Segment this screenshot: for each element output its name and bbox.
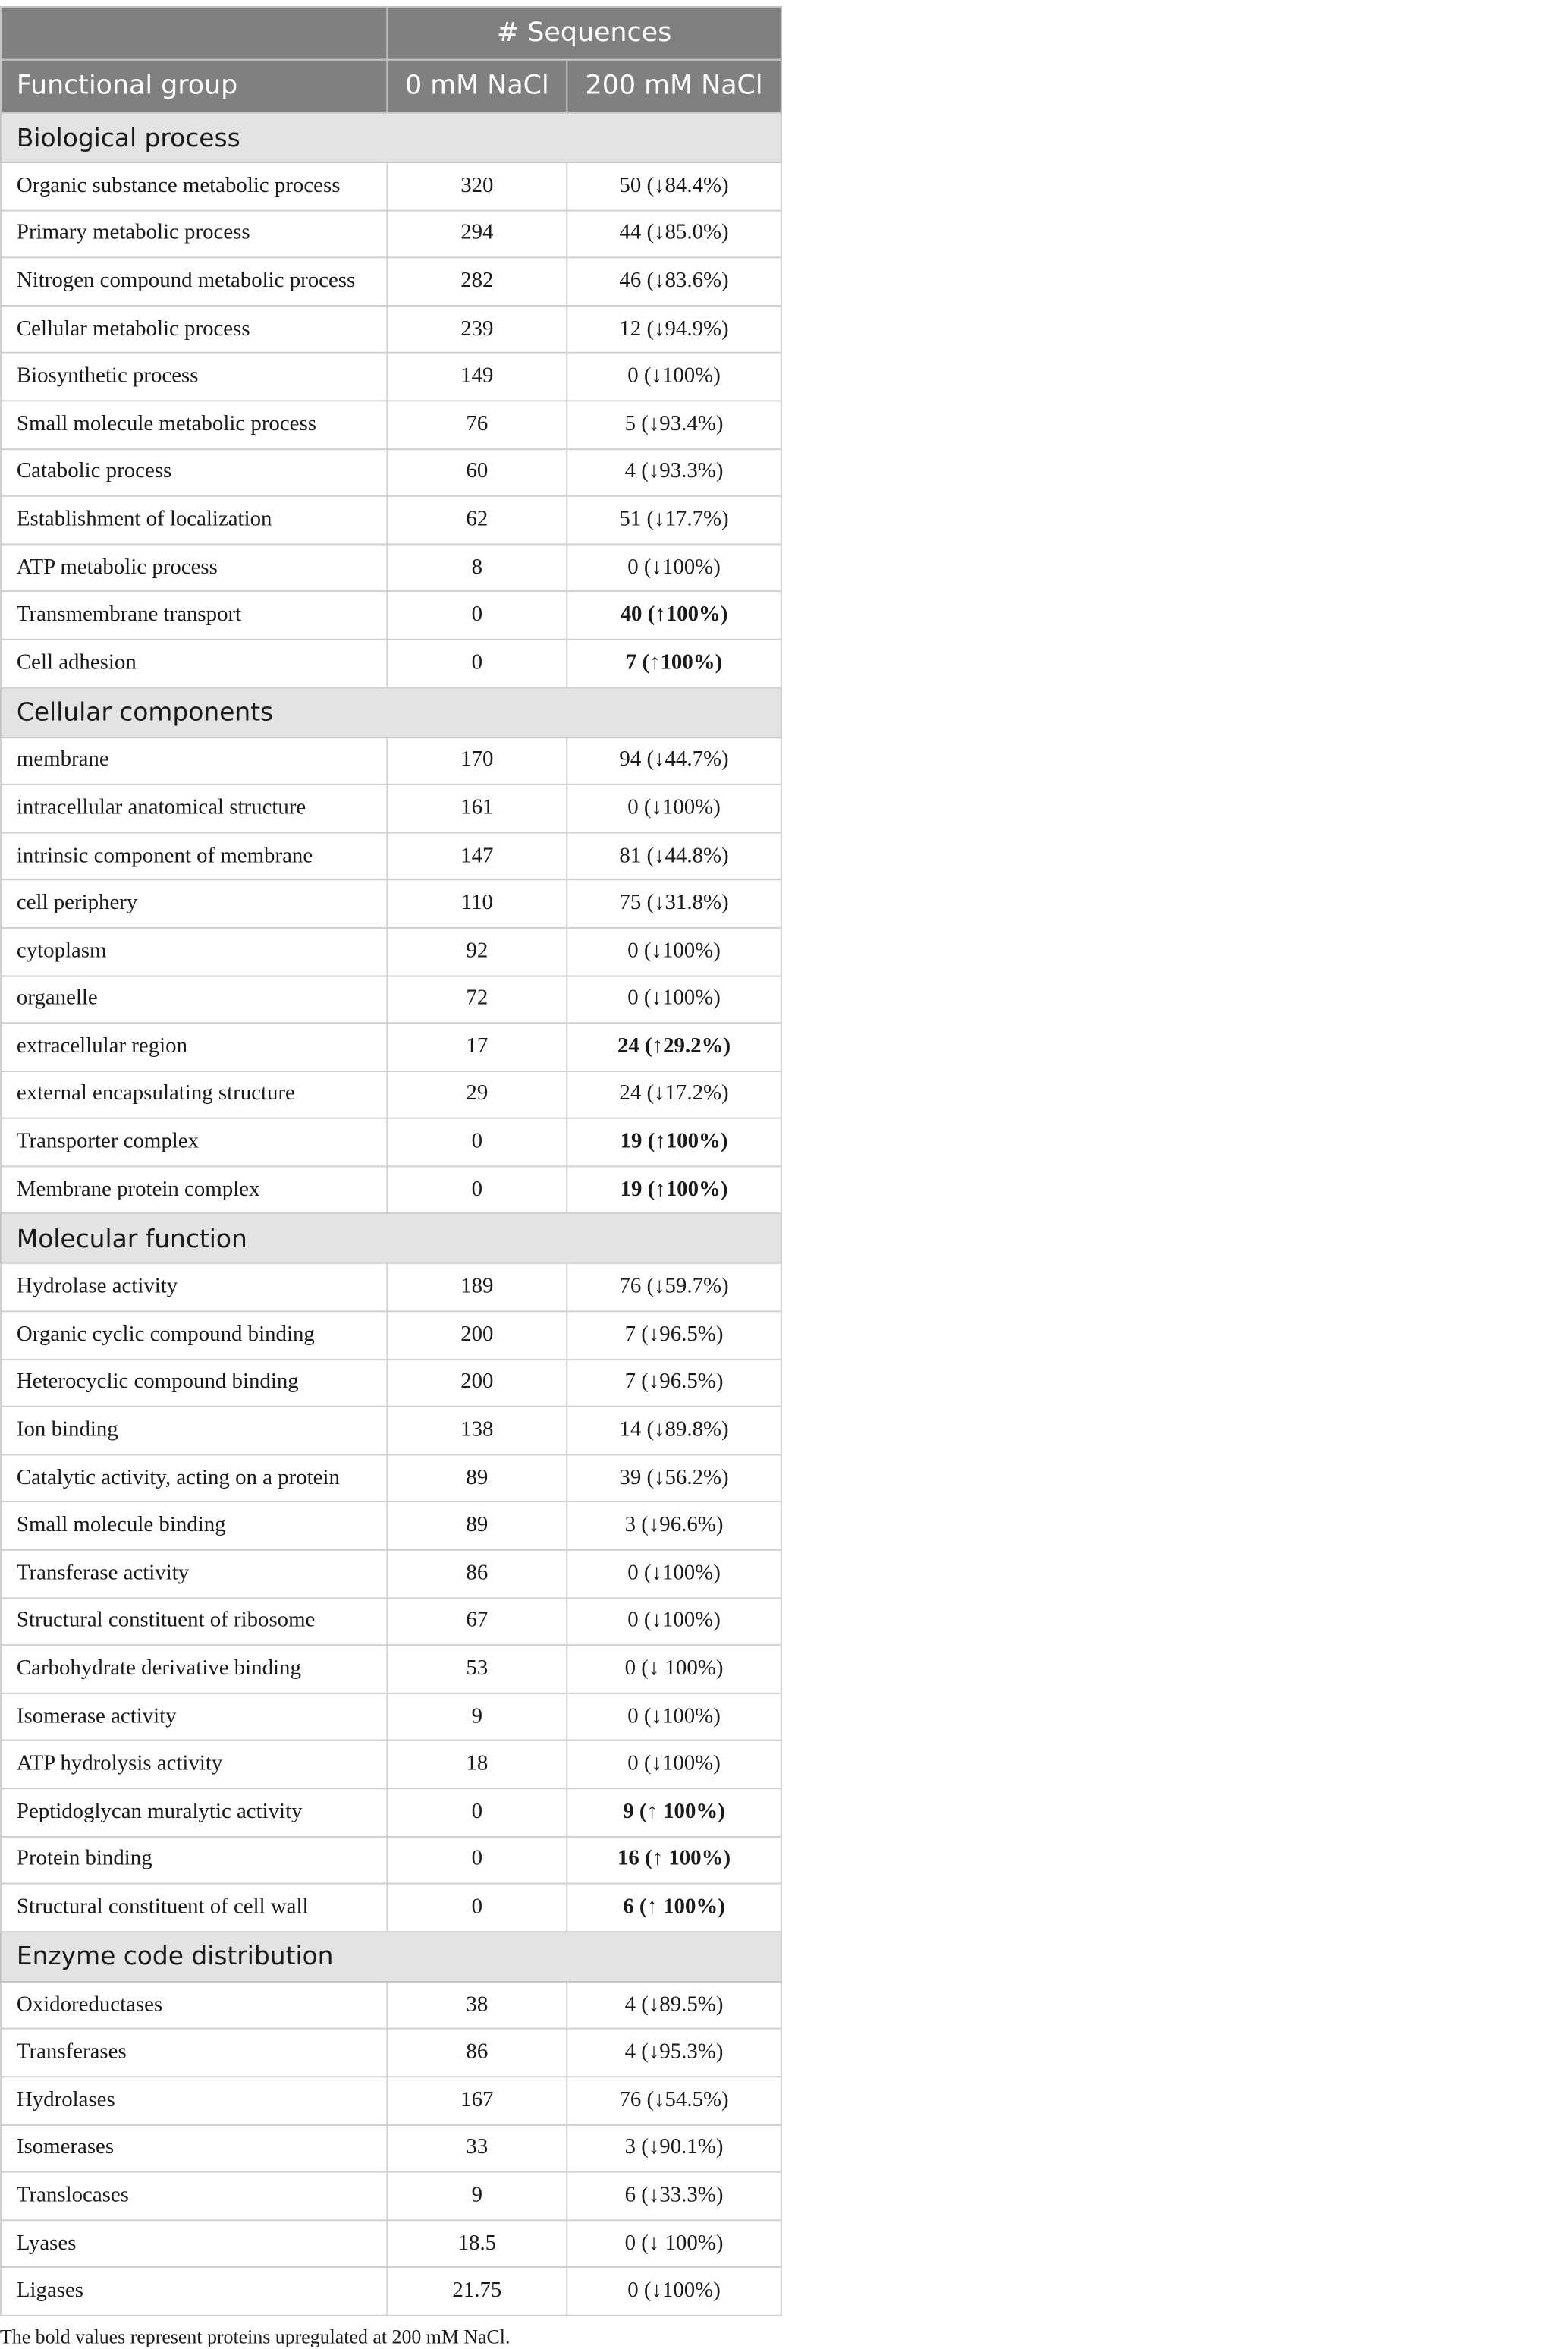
row-value-0mm: 18 [387, 1741, 567, 1788]
table-row [1, 496, 781, 544]
row-value-0mm: 62 [387, 496, 567, 544]
row-functional-group: Oxidoreductases [1, 1981, 387, 2029]
row-value-200mm: 44 (↓85.0%) [567, 210, 781, 258]
row-value-200mm: 75 (↓31.8%) [567, 880, 781, 928]
row-value-0mm: 9 [387, 2172, 567, 2220]
header-0mm-nacl: 0 mM NaCl [387, 60, 567, 113]
row-value-0mm: 149 [387, 353, 567, 401]
table-row [1, 1550, 781, 1598]
row-value-200mm: 16 (↑ 100%) [567, 1836, 781, 1884]
table-row [1, 210, 781, 258]
table-row [1, 353, 781, 401]
row-value-200mm: 0 (↓100%) [567, 1741, 781, 1788]
row-functional-group: Translocases [1, 2172, 387, 2220]
table-row [1, 880, 781, 928]
functional-group-table [0, 6, 782, 2316]
row-value-0mm: 9 [387, 1693, 567, 1741]
table-row [1, 1118, 781, 1166]
table-row [1, 976, 781, 1024]
row-value-200mm: 0 (↓100%) [567, 1550, 781, 1598]
row-value-200mm: 0 (↓ 100%) [567, 2220, 781, 2268]
row-value-200mm: 39 (↓56.2%) [567, 1454, 781, 1502]
row-functional-group: Cellular metabolic process [1, 306, 387, 354]
row-value-0mm: 0 [387, 640, 567, 687]
row-value-200mm: 4 (↓89.5%) [567, 1981, 781, 2029]
row-value-0mm: 189 [387, 1264, 567, 1312]
row-value-0mm: 110 [387, 880, 567, 928]
row-value-200mm: 50 (↓84.4%) [567, 162, 781, 210]
table-container [0, 6, 1510, 2349]
row-functional-group: Cell adhesion [1, 640, 387, 687]
row-value-0mm: 170 [387, 737, 567, 785]
row-value-200mm: 3 (↓90.1%) [567, 2124, 781, 2172]
row-value-0mm: 282 [387, 258, 567, 306]
row-value-0mm: 161 [387, 785, 567, 832]
section-header-row [1, 1214, 781, 1264]
row-value-200mm: 46 (↓83.6%) [567, 258, 781, 306]
table-row [1, 785, 781, 832]
row-value-0mm: 0 [387, 1166, 567, 1214]
row-value-0mm: 72 [387, 976, 567, 1024]
row-value-200mm: 0 (↓100%) [567, 2268, 781, 2316]
row-value-0mm: 53 [387, 1646, 567, 1693]
row-value-200mm: 4 (↓95.3%) [567, 2029, 781, 2077]
row-functional-group: Transferase activity [1, 1550, 387, 1598]
section-title: Molecular function [1, 1214, 781, 1264]
row-functional-group: Membrane protein complex [1, 1166, 387, 1214]
row-functional-group: ATP hydrolysis activity [1, 1741, 387, 1788]
row-value-200mm: 0 (↓100%) [567, 353, 781, 401]
row-value-200mm: 0 (↓ 100%) [567, 1646, 781, 1693]
table-row [1, 1502, 781, 1550]
table-footnote: The bold values represent proteins upregulated at 200 mM NaCl. [0, 2325, 511, 2348]
row-functional-group: Hydrolase activity [1, 1264, 387, 1312]
table-row [1, 737, 781, 785]
row-functional-group: extracellular region [1, 1023, 387, 1071]
section-title: Enzyme code distribution [1, 1932, 781, 1982]
row-functional-group: external encapsulating structure [1, 1071, 387, 1118]
table-row [1, 928, 781, 976]
table-row [1, 1264, 781, 1312]
row-value-0mm: 320 [387, 162, 567, 210]
row-functional-group: cytoplasm [1, 928, 387, 976]
table-row [1, 1741, 781, 1788]
table-row [1, 2077, 781, 2124]
table-row [1, 1023, 781, 1071]
row-value-200mm: 0 (↓100%) [567, 785, 781, 832]
row-value-0mm: 200 [387, 1311, 567, 1359]
row-functional-group: Ligases [1, 2268, 387, 2316]
row-functional-group: Small molecule metabolic process [1, 401, 387, 448]
row-functional-group: Catabolic process [1, 448, 387, 496]
row-value-0mm: 33 [387, 2124, 567, 2172]
table-row [1, 1646, 781, 1693]
row-functional-group: Isomerase activity [1, 1693, 387, 1741]
row-value-0mm: 0 [387, 1884, 567, 1932]
table-row [1, 1981, 781, 2029]
row-value-200mm: 9 (↑ 100%) [567, 1788, 781, 1836]
row-functional-group: ATP metabolic process [1, 544, 387, 592]
table-row [1, 1836, 781, 1884]
header-sequences: # Sequences [387, 7, 781, 60]
row-functional-group: organelle [1, 976, 387, 1024]
row-value-200mm: 81 (↓44.8%) [567, 832, 781, 880]
row-value-200mm: 0 (↓100%) [567, 928, 781, 976]
row-functional-group: membrane [1, 737, 387, 785]
row-functional-group: Organic cyclic compound binding [1, 1311, 387, 1359]
table-body [1, 112, 781, 2315]
row-value-200mm: 24 (↓17.2%) [567, 1071, 781, 1118]
row-value-0mm: 17 [387, 1023, 567, 1071]
row-functional-group: Carbohydrate derivative binding [1, 1646, 387, 1693]
row-value-200mm: 76 (↓54.5%) [567, 2077, 781, 2124]
row-functional-group: Structural constituent of ribosome [1, 1598, 387, 1646]
table-row [1, 306, 781, 354]
row-value-200mm: 24 (↑29.2%) [567, 1023, 781, 1071]
row-functional-group: Lyases [1, 2220, 387, 2268]
row-functional-group: intracellular anatomical structure [1, 785, 387, 832]
row-value-0mm: 86 [387, 2029, 567, 2077]
row-value-0mm: 76 [387, 401, 567, 448]
section-header-row [1, 112, 781, 162]
header-empty-cell [1, 7, 387, 60]
header-columns-row [1, 60, 781, 113]
row-functional-group: Transporter complex [1, 1118, 387, 1166]
row-functional-group: Isomerases [1, 2124, 387, 2172]
row-value-200mm: 3 (↓96.6%) [567, 1502, 781, 1550]
table-row [1, 1359, 781, 1407]
row-value-200mm: 4 (↓93.3%) [567, 448, 781, 496]
table-row [1, 401, 781, 448]
section-title: Cellular components [1, 687, 781, 737]
table-row [1, 1166, 781, 1214]
row-value-200mm: 0 (↓100%) [567, 976, 781, 1024]
table-row [1, 2172, 781, 2220]
row-value-0mm: 138 [387, 1407, 567, 1454]
table-row [1, 2220, 781, 2268]
row-functional-group: Protein binding [1, 1836, 387, 1884]
row-value-200mm: 40 (↑100%) [567, 592, 781, 640]
table-row [1, 1598, 781, 1646]
row-functional-group: Primary metabolic process [1, 210, 387, 258]
row-value-200mm: 7 (↑100%) [567, 640, 781, 687]
table-row [1, 1693, 781, 1741]
row-functional-group: Ion binding [1, 1407, 387, 1454]
row-value-0mm: 89 [387, 1454, 567, 1502]
row-functional-group: Peptidoglycan muralytic activity [1, 1788, 387, 1836]
row-functional-group: Organic substance metabolic process [1, 162, 387, 210]
table-row [1, 1311, 781, 1359]
row-functional-group: Catalytic activity, acting on a protein [1, 1454, 387, 1502]
table-row [1, 1884, 781, 1932]
row-functional-group: Nitrogen compound metabolic process [1, 258, 387, 306]
row-functional-group: Establishment of localization [1, 496, 387, 544]
row-value-0mm: 0 [387, 1788, 567, 1836]
table-row [1, 258, 781, 306]
table-row [1, 640, 781, 687]
row-value-200mm: 14 (↓89.8%) [567, 1407, 781, 1454]
table-row [1, 544, 781, 592]
header-functional-group: Functional group [1, 60, 387, 113]
section-header-row [1, 687, 781, 737]
row-functional-group: Biosynthetic process [1, 353, 387, 401]
row-value-0mm: 8 [387, 544, 567, 592]
table-row [1, 832, 781, 880]
row-value-200mm: 0 (↓100%) [567, 544, 781, 592]
row-value-200mm: 6 (↓33.3%) [567, 2172, 781, 2220]
row-value-200mm: 5 (↓93.4%) [567, 401, 781, 448]
row-functional-group: Hydrolases [1, 2077, 387, 2124]
table-row [1, 2124, 781, 2172]
row-value-200mm: 51 (↓17.7%) [567, 496, 781, 544]
table-row [1, 1788, 781, 1836]
row-value-0mm: 21.75 [387, 2268, 567, 2316]
row-value-0mm: 89 [387, 1502, 567, 1550]
row-functional-group: Structural constituent of cell wall [1, 1884, 387, 1932]
row-value-0mm: 147 [387, 832, 567, 880]
row-value-0mm: 0 [387, 592, 567, 640]
row-value-0mm: 60 [387, 448, 567, 496]
row-functional-group: intrinsic component of membrane [1, 832, 387, 880]
table-row [1, 448, 781, 496]
row-value-200mm: 7 (↓96.5%) [567, 1359, 781, 1407]
section-title: Biological process [1, 112, 781, 162]
row-value-0mm: 92 [387, 928, 567, 976]
row-value-0mm: 86 [387, 1550, 567, 1598]
row-value-0mm: 200 [387, 1359, 567, 1407]
row-value-200mm: 6 (↑ 100%) [567, 1884, 781, 1932]
row-value-0mm: 29 [387, 1071, 567, 1118]
row-functional-group: Heterocyclic compound binding [1, 1359, 387, 1407]
row-value-0mm: 38 [387, 1981, 567, 2029]
row-value-200mm: 0 (↓100%) [567, 1598, 781, 1646]
row-value-0mm: 0 [387, 1836, 567, 1884]
row-value-0mm: 167 [387, 2077, 567, 2124]
row-value-200mm: 0 (↓100%) [567, 1693, 781, 1741]
table-row [1, 2268, 781, 2316]
row-value-200mm: 76 (↓59.7%) [567, 1264, 781, 1312]
section-header-row [1, 1932, 781, 1982]
row-value-200mm: 19 (↑100%) [567, 1118, 781, 1166]
row-value-0mm: 239 [387, 306, 567, 354]
table-row [1, 1071, 781, 1118]
row-functional-group: Transferases [1, 2029, 387, 2077]
table-row [1, 1407, 781, 1454]
row-value-0mm: 18.5 [387, 2220, 567, 2268]
row-value-200mm: 7 (↓96.5%) [567, 1311, 781, 1359]
row-value-200mm: 12 (↓94.9%) [567, 306, 781, 354]
row-value-0mm: 67 [387, 1598, 567, 1646]
row-functional-group: Transmembrane transport [1, 592, 387, 640]
row-value-0mm: 0 [387, 1118, 567, 1166]
row-value-0mm: 294 [387, 210, 567, 258]
row-value-200mm: 19 (↑100%) [567, 1166, 781, 1214]
header-group-row [1, 7, 781, 60]
table-row [1, 2029, 781, 2077]
table-row [1, 592, 781, 640]
table-row [1, 162, 781, 210]
row-functional-group: Small molecule binding [1, 1502, 387, 1550]
table-row [1, 1454, 781, 1502]
row-value-200mm: 94 (↓44.7%) [567, 737, 781, 785]
row-functional-group: cell periphery [1, 880, 387, 928]
header-200mm-nacl: 200 mM NaCl [567, 60, 781, 113]
